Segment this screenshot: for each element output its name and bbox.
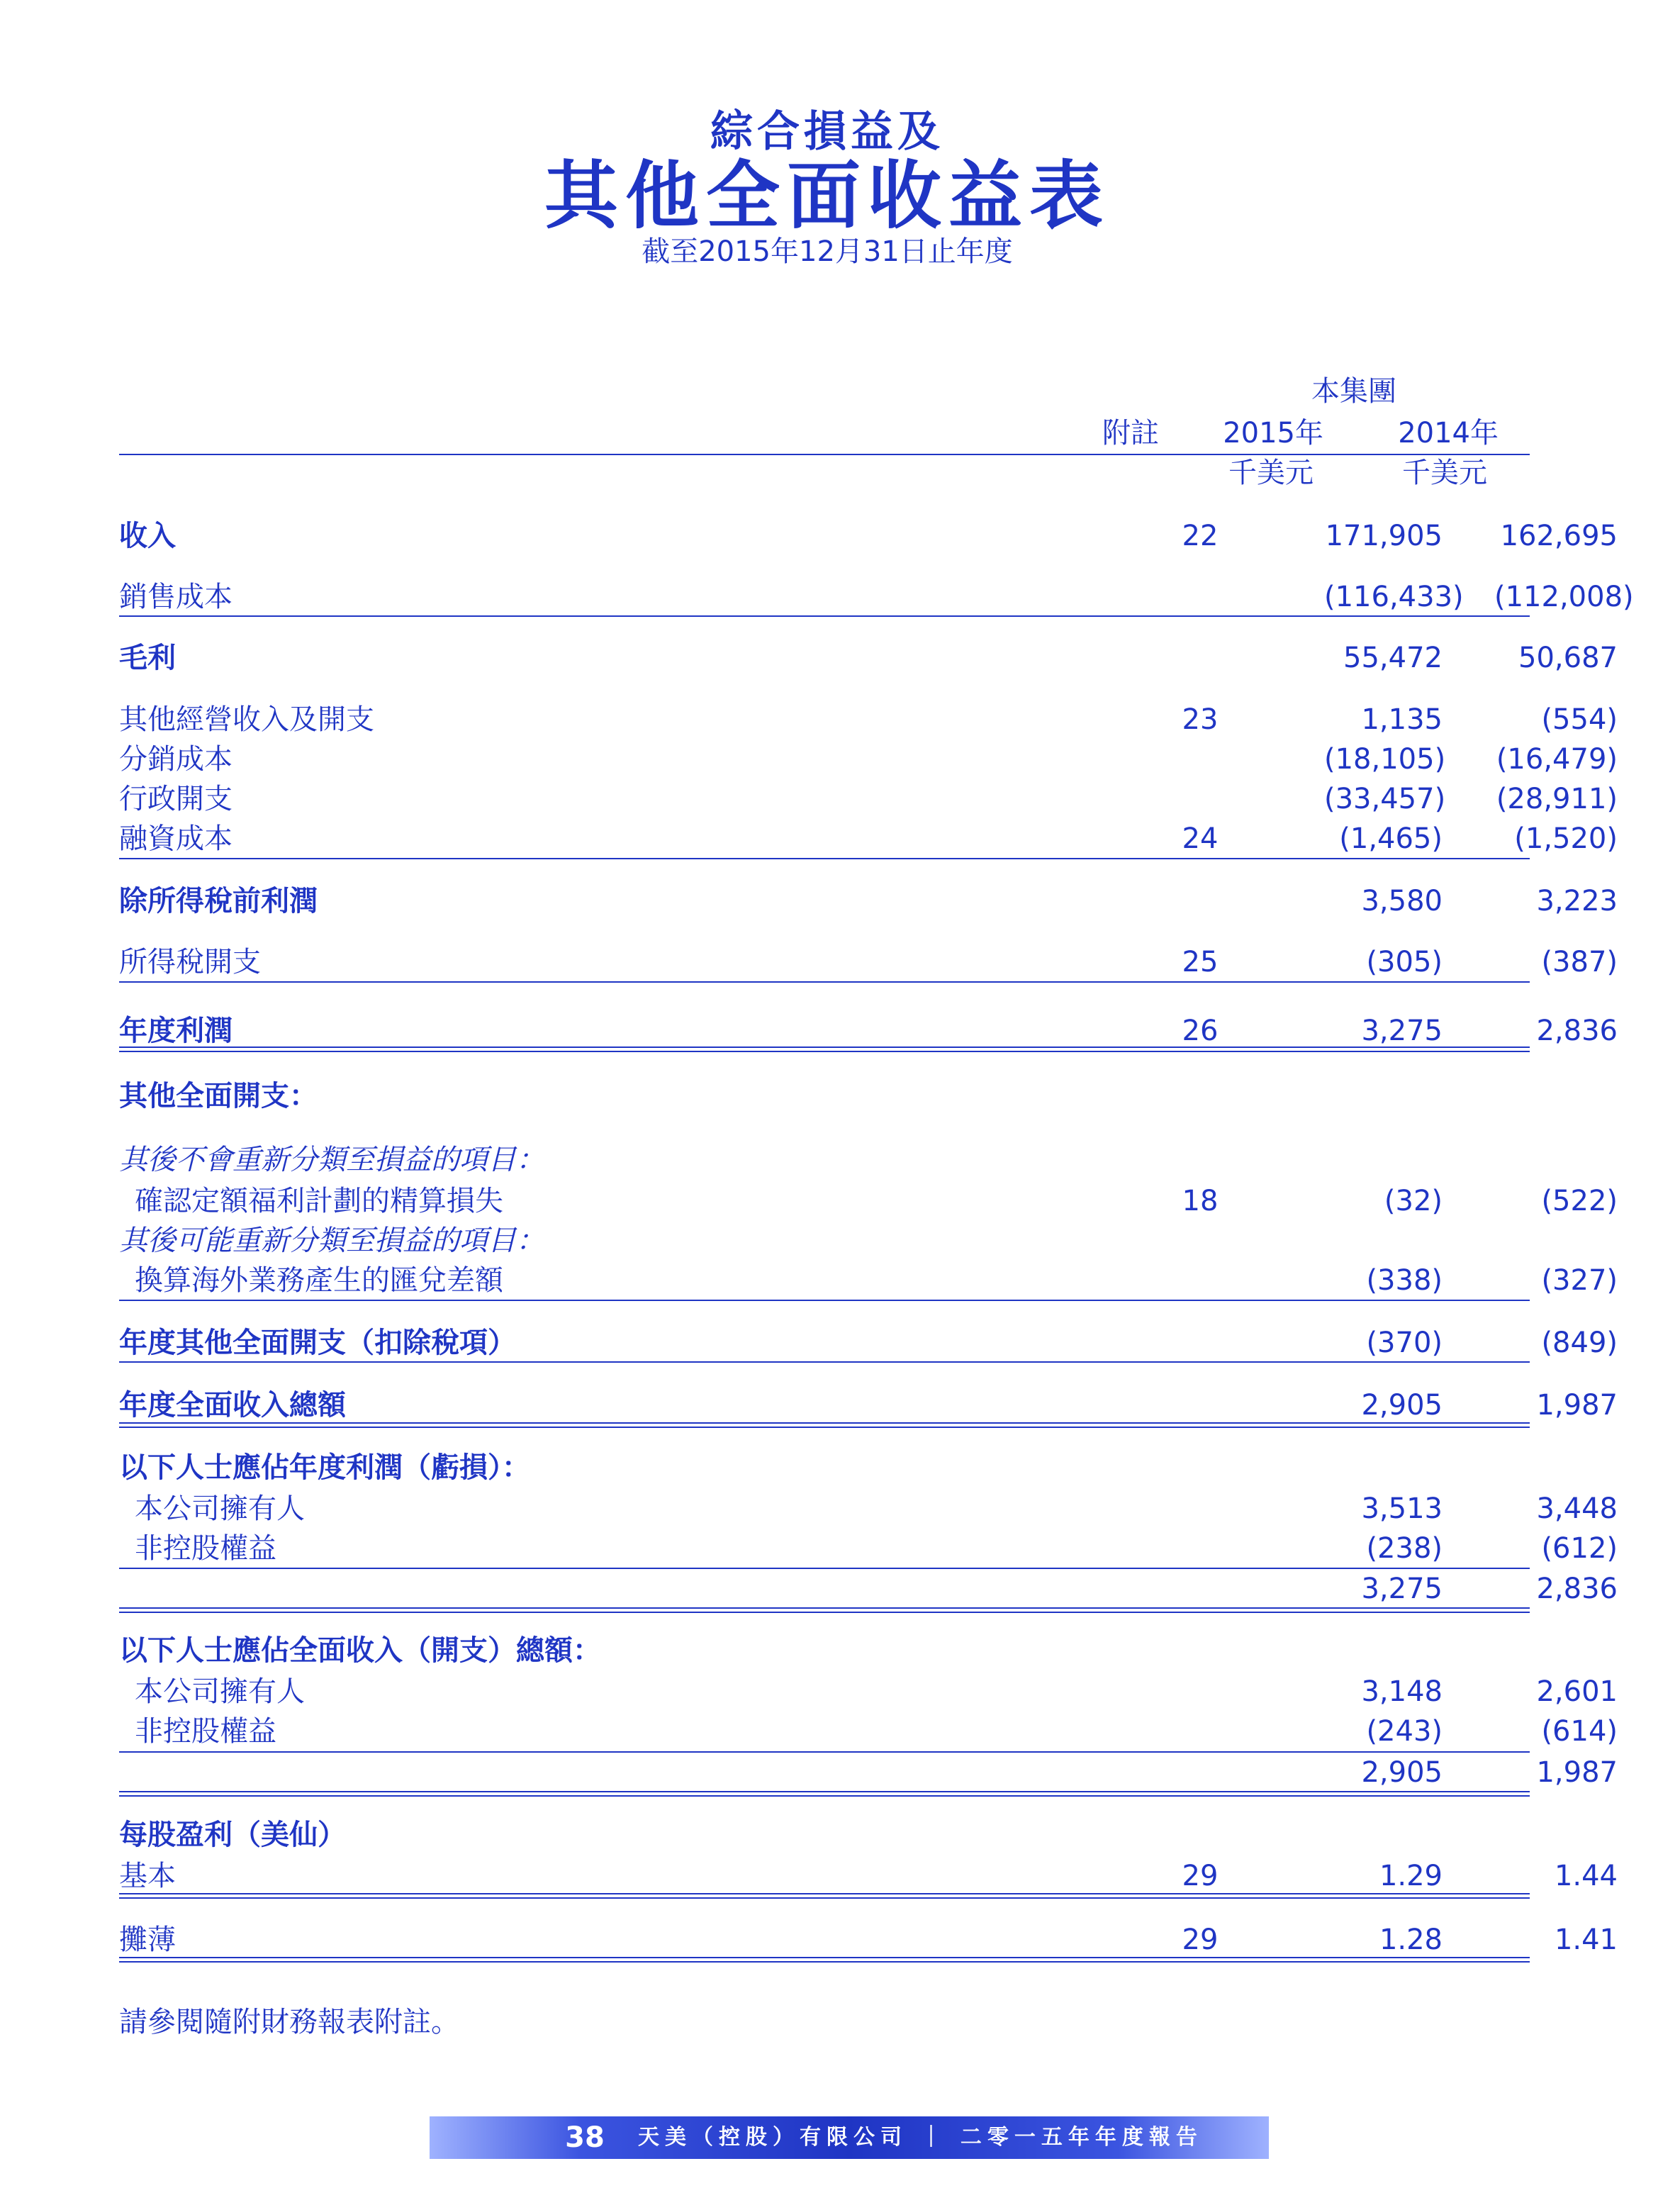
- row-label: 確認定額福利計劃的精算損失: [135, 1185, 503, 1217]
- page-number: 38: [565, 2121, 605, 2154]
- table-row: [119, 779, 1618, 819]
- row-value-2015: 1.28: [1379, 1924, 1443, 1956]
- row-value-2015: 3,275: [1361, 1015, 1443, 1047]
- table-row: [119, 1448, 1530, 1487]
- table-row: [119, 1011, 1618, 1051]
- table-row: [119, 1261, 1618, 1300]
- row-label: 融資成本: [119, 822, 233, 855]
- row-label: 收入: [119, 520, 176, 552]
- row-value-2015: (238): [1366, 1532, 1443, 1565]
- row-value-2014: (28,911): [1496, 783, 1618, 815]
- row-value-2015: 3,148: [1361, 1675, 1443, 1708]
- table-row: [119, 1569, 1618, 1609]
- row-value-2014: (16,479): [1496, 743, 1618, 776]
- row-label: 以下人士應佔全面收入（開支）總額：: [119, 1634, 601, 1667]
- row-note: 22: [1182, 520, 1219, 552]
- row-value-2015: (338): [1366, 1264, 1443, 1297]
- row-value-2015: (1,465): [1339, 822, 1443, 855]
- row-value-2015: (32): [1384, 1185, 1443, 1217]
- rule: [119, 1361, 1530, 1363]
- footer-text: 天美（控股）有限公司 ｜ 二零一五年年度報告: [638, 2125, 1203, 2150]
- footnote: 請參閱隨附財務報表附註。: [119, 2006, 459, 2038]
- row-label: 銷售成本: [119, 581, 233, 613]
- row-value-2014: 3,223: [1536, 885, 1618, 917]
- row-value-2014: 2,601: [1536, 1675, 1618, 1708]
- row-value-2015: 2,905: [1361, 1389, 1443, 1422]
- row-note: 29: [1182, 1924, 1219, 1956]
- table-row: [119, 942, 1618, 982]
- year-2014-header: 2014年: [1398, 417, 1499, 450]
- row-label: 其後不會重新分類至損益的項目：: [119, 1144, 544, 1176]
- row-note: 23: [1182, 703, 1219, 736]
- row-label: 分銷成本: [119, 743, 233, 776]
- row-label: 本公司擁有人: [135, 1675, 305, 1708]
- table-row: [119, 700, 1618, 739]
- table-row: [119, 1529, 1618, 1568]
- row-value-2015: 3,275: [1361, 1573, 1443, 1605]
- row-value-2014: 1,987: [1536, 1756, 1618, 1789]
- table-row: [119, 1753, 1618, 1792]
- row-label: 年度其他全面開支（扣除稅項）: [119, 1327, 516, 1359]
- double-rule: [119, 1607, 1530, 1613]
- row-label: 年度全面收入總額: [119, 1389, 346, 1422]
- group-header: 本集團: [1311, 375, 1396, 408]
- table-row: [119, 881, 1618, 921]
- row-label: 所得稅開支: [119, 946, 261, 978]
- row-note: 24: [1182, 822, 1219, 855]
- row-note: 18: [1182, 1185, 1219, 1217]
- row-label: 攤薄: [119, 1924, 176, 1956]
- row-label: 非控股權益: [135, 1532, 276, 1565]
- row-label: 行政開支: [119, 783, 233, 815]
- table-row: [119, 1221, 1530, 1261]
- table-row: [119, 1631, 1530, 1670]
- row-label: 基本: [119, 1860, 176, 1892]
- double-rule: [119, 1791, 1530, 1797]
- row-value-2014: 3,448: [1536, 1492, 1618, 1525]
- row-label: 其後可能重新分類至損益的項目：: [119, 1224, 544, 1257]
- header-rule: [119, 454, 1530, 455]
- row-note: 29: [1182, 1860, 1219, 1892]
- title-line-1: 綜合損益及: [710, 107, 944, 157]
- title-line-2: 其他全面收益表: [544, 152, 1110, 239]
- row-label: 每股盈利（美仙）: [119, 1819, 346, 1851]
- row-label: 本公司擁有人: [135, 1492, 305, 1525]
- row-value-2014: 1.41: [1554, 1924, 1618, 1956]
- table-row: [119, 1385, 1618, 1425]
- double-rule: [119, 1422, 1530, 1428]
- table-row: [119, 577, 1634, 617]
- rule: [119, 858, 1530, 859]
- double-rule: [119, 1046, 1530, 1052]
- row-value-2015: (33,457): [1324, 783, 1446, 815]
- row-value-2015: 2,905: [1361, 1756, 1443, 1789]
- table-row: [119, 1815, 1530, 1855]
- row-value-2014: (1,520): [1514, 822, 1618, 855]
- row-value-2014: (849): [1541, 1327, 1618, 1359]
- table-row: [119, 1181, 1618, 1221]
- row-label: 其他全面開支：: [119, 1080, 318, 1112]
- row-value-2015: 1.29: [1379, 1860, 1443, 1892]
- table-row: [119, 1920, 1618, 1960]
- row-value-2014: (387): [1541, 946, 1618, 978]
- row-label: 非控股權益: [135, 1715, 276, 1748]
- table-row: [119, 516, 1618, 556]
- row-label: 年度利潤: [119, 1015, 233, 1047]
- row-label: 毛利: [119, 642, 176, 674]
- row-note: 26: [1182, 1015, 1219, 1047]
- statement-period: 截至2015年12月31日止年度: [642, 235, 1013, 268]
- rule: [119, 1300, 1530, 1301]
- double-rule: [119, 1893, 1530, 1899]
- unit-2015-header: 千美元: [1228, 457, 1314, 489]
- table-row: [119, 1712, 1618, 1751]
- row-value-2015: (305): [1366, 946, 1443, 978]
- row-value-2014: 162,695: [1500, 520, 1618, 552]
- row-value-2015: 1,135: [1361, 703, 1443, 736]
- row-value-2014: (112,008): [1494, 581, 1634, 613]
- table-row: [119, 819, 1618, 859]
- note-header: 附註: [1102, 417, 1159, 450]
- row-label: 除所得稅前利潤: [119, 885, 318, 917]
- row-value-2014: 2,836: [1536, 1573, 1618, 1605]
- row-label: 以下人士應佔年度利潤（虧損）：: [119, 1451, 530, 1484]
- row-value-2014: (522): [1541, 1185, 1618, 1217]
- row-value-2014: (554): [1541, 703, 1618, 736]
- row-value-2014: 2,836: [1536, 1015, 1618, 1047]
- row-value-2015: (18,105): [1324, 743, 1446, 776]
- row-value-2015: (116,433): [1324, 581, 1464, 613]
- table-row: [119, 739, 1618, 779]
- row-value-2014: 50,687: [1518, 642, 1618, 674]
- table-row: [119, 1076, 1530, 1116]
- year-2015-header: 2015年: [1223, 417, 1323, 450]
- table-row: [119, 1140, 1530, 1180]
- row-note: 25: [1182, 946, 1219, 978]
- rule: [119, 981, 1530, 983]
- table-row: [119, 1323, 1618, 1363]
- row-value-2015: 171,905: [1325, 520, 1443, 552]
- rule: [119, 615, 1530, 617]
- row-value-2015: 55,472: [1343, 642, 1443, 674]
- double-rule: [119, 1957, 1530, 1963]
- row-label: 其他經營收入及開支: [119, 703, 374, 736]
- row-value-2014: (612): [1541, 1532, 1618, 1565]
- table-row: [119, 1489, 1618, 1529]
- row-value-2015: 3,580: [1361, 885, 1443, 917]
- table-row: [119, 1856, 1618, 1896]
- table-row: [119, 1672, 1618, 1712]
- row-value-2014: 1,987: [1536, 1389, 1618, 1422]
- row-value-2014: (327): [1541, 1264, 1618, 1297]
- row-value-2014: (614): [1541, 1715, 1618, 1748]
- row-value-2014: 1.44: [1554, 1860, 1618, 1892]
- row-value-2015: (370): [1366, 1327, 1443, 1359]
- table-row: [119, 638, 1618, 678]
- row-value-2015: (243): [1366, 1715, 1443, 1748]
- row-label: 換算海外業務產生的匯兌差額: [135, 1264, 503, 1297]
- unit-2014-header: 千美元: [1402, 457, 1487, 489]
- row-value-2015: 3,513: [1361, 1492, 1443, 1525]
